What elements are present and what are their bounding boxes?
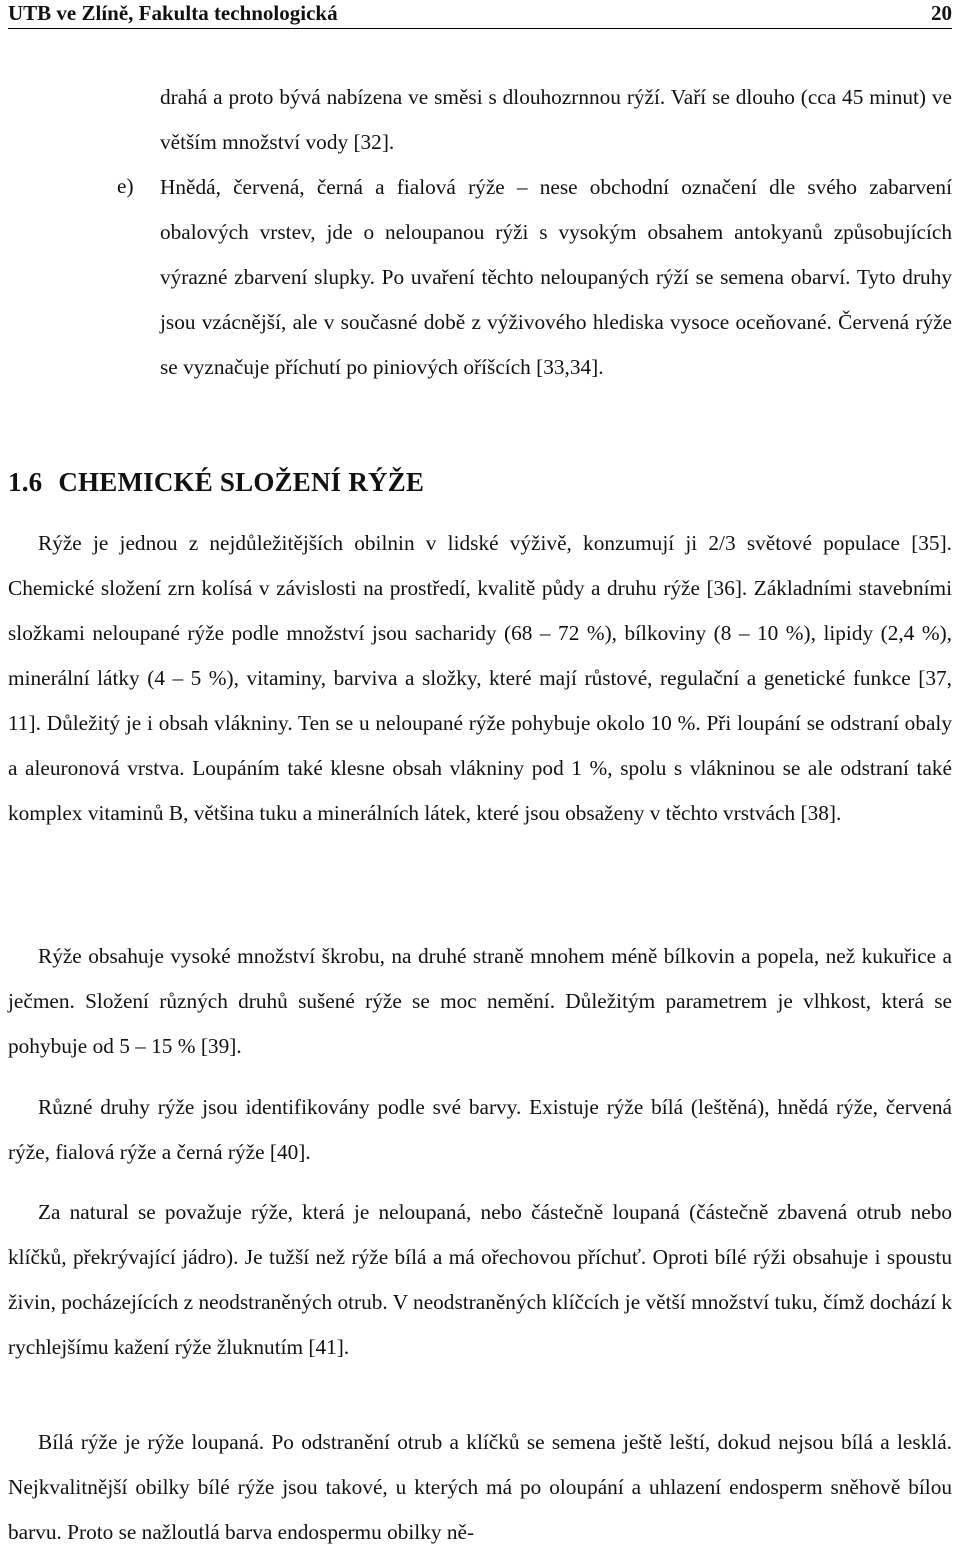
list-marker-e: e) — [117, 174, 134, 198]
paragraph-white-rice: Bílá rýže je rýže loupaná. Po odstranění otrub a klíčků se semena ještě leští, dokud nejsou bílá a lesklá. Nejkvalitnější obilky bílé rýže jsou takové, u kterých má po oloupání a uhlazení endosperm sněhově bílou barvu. Proto se nažloutlá barva endospermu obilky ně- — [8, 1430, 952, 1544]
section-title: CHEMICKÉ SLOŽENÍ RÝŽE — [58, 467, 425, 497]
paragraph-chemical-composition: Rýže je jednou z nejdůležitějších obilnin v lidské výživě, konzumují ji 2/3 světové populace [35]. Chemické složení zrn kolísá v závislosti na prostředí, kvalitě půdy a druhu rýže [36]. Základními stavebními složkami neloupané rýže podle množství jsou sacharidy (68 – 72 %), bílkoviny (8 – 10 %), lipidy (2,4 %), minerální látky (4 – 5 %), vitaminy, barviva a složky, které mají růstové, regulační a genetické funkce [37, 11]. Důležitý je i obsah vlákniny. Ten se u neloupané rýže pohybuje okolo 10 %. Při loupání se odstraní obaly a aleuronová vrstva. Loupáním také klesne obsah vlákniny pod 1 %, spolu s vlákninou se ale odstraní také komplex vitaminů B, většina tuku a minerálních látek, které jsou obsaženy v těchto vrstvách [38]. — [8, 531, 952, 825]
header-title: UTB ve Zlíně, Fakulta technologická — [8, 1, 338, 25]
list-item-e-text: Hnědá, červená, černá a fialová rýže – nese obchodní označení dle svého zabarvení obalových vrstev, jde o neloupanou rýži s vysokým obsahem antokyanů způsobujících výrazné zbarvení slupky. Po uvaření těchto neloupaných rýží se semena obarví. Tyto druhy jsou vzácnější, ale v současné době z výživového hlediska vysoce oceňované. Červená rýže se vyznačuje příchutí po piniových oříšcích [33,34]. — [160, 175, 952, 379]
page-header — [8, 0, 952, 29]
section-heading — [8, 460, 424, 504]
paragraph-rice-types: Různé druhy rýže jsou identifikovány podle své barvy. Existuje rýže bílá (leštěná), hnědá rýže, červená rýže, fialová rýže a černá rýže [40]. — [8, 1095, 952, 1164]
continued-item-text: drahá a proto bývá nabízena ve směsi s dlouhozrnnou rýží. Vaří se dlouho (cca 45 minut) ve větším množství vody [32]. — [160, 85, 952, 154]
list-item-continued-and-e — [160, 75, 952, 390]
paragraph-starch: Rýže obsahuje vysoké množství škrobu, na druhé straně mnohem méně bílkovin a popela, než kukuřice a ječmen. Složení různých druhů sušené rýže se moc nemění. Důležitým parametrem je vlhkost, která se pohybuje od 5 – 15 % [39]. — [8, 944, 952, 1058]
page-number: 20 — [931, 1, 952, 25]
paragraph-natural-rice: Za natural se považuje rýže, která je neloupaná, nebo částečně loupaná (částečně zbavená otrub nebo klíčků, překrývající jádro). Je tužší než rýže bílá a má ořechovou příchuť. Oproti bílé rýži obsahuje i spoustu živin, pocházejících z neodstraněných otrub. V neodstraněných klíčcích je větší množství tuku, čímž dochází k rychlejšímu kažení rýže žluknutím [41]. — [8, 1200, 952, 1359]
section-number: 1.6 — [8, 467, 43, 497]
